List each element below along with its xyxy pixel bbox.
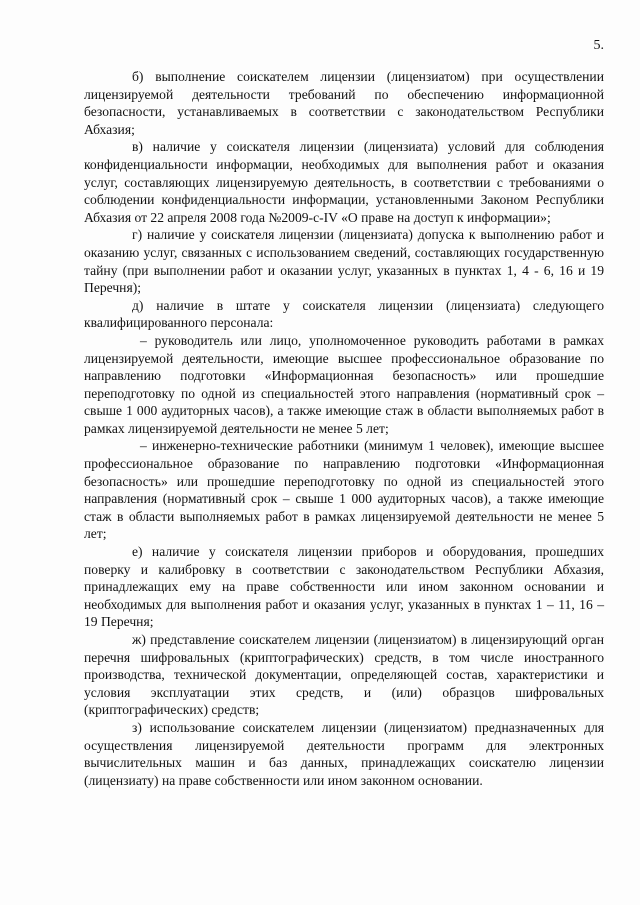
paragraph-g: г) наличие у соискателя лицензии (лицензиата) допуска к выполнению работ и оказанию услуг, связанных с использованием сведений, составляющих государственную тайну (при выполнении работ и оказании услуг, указанных в пунктах 1, 4 - 6, 16 и 19 Перечня); bbox=[84, 227, 604, 296]
page-number: 5. bbox=[593, 38, 604, 53]
paragraph-zh: ж) представление соискателем лицензии (лицензиатом) в лицензирующий орган перечня шифровальных (криптографических) средств, в том числе иностранного производства, технической документации, определяющей состав, характеристики и условия эксплуатации этих средств, и (или) образцов шифровальных (криптографических) средств; bbox=[84, 632, 604, 718]
paragraph-d: д) наличие в штате у соискателя лицензии (лицензиата) следующего квалифицированного персонала: bbox=[84, 297, 604, 331]
paragraph-d-item-engineers: – инженерно-технические работники (минимум 1 человек), имеющие высшее профессиональное образование по направлению подготовки «Информационная безопасность» или прошедшие переподготовку по одной из специальностей этого направления (нормативный срок – свыше 1 000 аудиторных часов), а также имеющие стаж в области выполняемых работ в рамках лицензируемой деятельности не менее 5 лет; bbox=[84, 438, 604, 542]
paragraph-z: з) использование соискателем лицензии (лицензиатом) предназначенных для осуществления лицензируемой деятельности программ для электронных вычислительных машин и баз данных, принадлежащих соискателю лицензии (лицензиату) на праве собственности или ином законном основании. bbox=[84, 719, 604, 788]
paragraph-d-item-manager: – руководитель или лицо, уполномоченное руководить работами в рамках лицензируемой деятельности, имеющие высшее профессиональное образование по направлению подготовки «Информационная безопасность» или прошедшие переподготовку по одной из специальностей этого направления (нормативный срок – свыше 1 000 аудиторных часов), а также имеющие стаж в области выполняемых работ в рамках лицензируемой деятельности не менее 5 лет; bbox=[84, 332, 604, 436]
paragraph-b: б) выполнение соискателем лицензии (лицензиатом) при осуществлении лицензируемой деятельности требований по обеспечению информационной безопасности, устанавливаемых в соответствии с законодательством Республики Абхазия; bbox=[84, 69, 604, 137]
paragraph-e: е) наличие у соискателя лицензии приборов и оборудования, прошедших поверку и калибровку в соответствии с законодательством Республики Абхазия, принадлежащих ему на праве собственности или ином законном основании и необходимых для выполнения работ и оказания услуг, указанных в пунктах 1 – 11, 16 – 19 Перечня; bbox=[84, 544, 604, 630]
paragraph-v: в) наличие у соискателя лицензии (лицензиата) условий для соблюдения конфиденциальности информации, необходимых для выполнения работ и оказания услуг, составляющих лицензируемую деятельность, в соответствии с требованиями о соблюдении конфиденциальности информации, установленными Законом Республики Абхазия от 22 апреля 2008 года №2009-с-IV «О праве на доступ к информации»; bbox=[84, 139, 604, 225]
document-body bbox=[84, 68, 604, 789]
